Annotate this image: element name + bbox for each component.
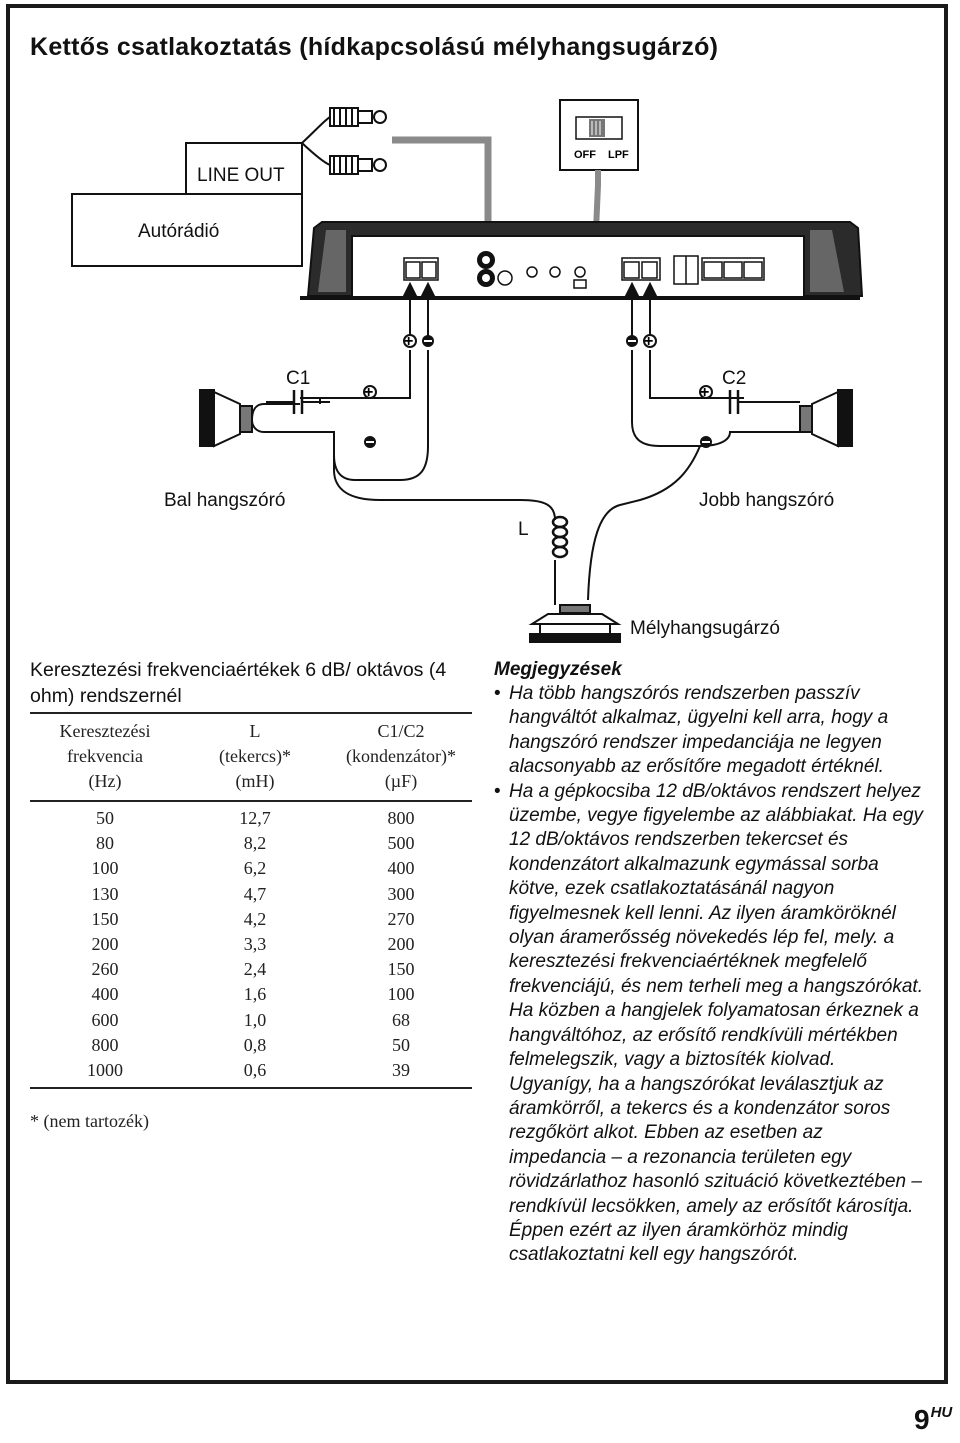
table-row: [30, 907, 472, 932]
switch-off-label: OFF: [574, 149, 596, 161]
speaker-wiring: [252, 284, 800, 605]
cell-frequency: 80: [96, 833, 114, 854]
amplifier: [300, 222, 862, 298]
cell-capacitor: 800: [387, 808, 415, 829]
table-row: [30, 1008, 472, 1033]
cell-coil: 3,3: [243, 934, 267, 955]
right-speaker-icon: [800, 390, 852, 446]
svg-text:+: +: [404, 333, 414, 350]
cell-coil: 1,6: [243, 984, 267, 1005]
table-row: [30, 801, 472, 831]
header-frequency: Keresztezési frekvencia (Hz): [59, 721, 151, 791]
page-language-suffix: HU: [930, 1404, 953, 1421]
svg-text:+: +: [364, 384, 374, 401]
cell-capacitor: 500: [387, 833, 415, 854]
cell-frequency: 400: [91, 984, 119, 1005]
switch-lpf-label: LPF: [608, 149, 629, 161]
cell-capacitor: 100: [387, 984, 415, 1005]
c2-label: C2: [722, 368, 747, 389]
table-row: [30, 856, 472, 881]
table-row: [30, 1033, 472, 1058]
cell-frequency: 260: [91, 959, 119, 980]
cell-capacitor: 270: [387, 908, 415, 929]
note-item: • Ha több hangszórós rendszerben passzív hangváltót alkalmaz, ügyelni kell arra, hogy a hangszóró rendszer impedanciája ne legyen alacsonyabb az erősítőre megadott értéknél.: [494, 682, 924, 780]
cell-frequency: 130: [91, 883, 119, 904]
polarity-marks: [364, 333, 712, 448]
cell-frequency: 600: [91, 1009, 119, 1030]
header-coil: L (tekercs)* (mH): [219, 721, 291, 791]
cell-frequency: 800: [91, 1034, 119, 1055]
cell-coil: 8,2: [243, 833, 267, 854]
cell-frequency: 100: [91, 858, 119, 879]
header-capacitor: C1/C2 (kondenzátor)* (µF): [346, 721, 456, 791]
page-title: Kettős csatlakoztatás (hídkapcsolású mélyhangsugárzó): [30, 33, 719, 61]
cell-capacitor: 300: [387, 883, 415, 904]
cell-capacitor: 39: [330, 1058, 472, 1088]
rca-cables: [302, 108, 386, 174]
table-row: [30, 982, 472, 1007]
page-number-value: 9: [914, 1404, 930, 1435]
cell-frequency: 150: [91, 908, 119, 929]
cell-coil: 4,2: [243, 908, 267, 929]
svg-text:+: +: [644, 333, 654, 350]
right-speaker-label: Jobb hangszóró: [699, 490, 835, 511]
cell-capacitor: 400: [387, 858, 415, 879]
notes-section: [494, 658, 924, 1268]
table-row: [30, 1058, 472, 1088]
subwoofer-label: Mélyhangsugárzó: [630, 618, 780, 639]
notes-heading: Megjegyzések: [494, 659, 622, 680]
cell-coil: 1,0: [243, 1009, 267, 1030]
cell-coil: 12,7: [239, 808, 271, 829]
cell-coil: 0,8: [243, 1034, 267, 1055]
table-row: [30, 831, 472, 856]
table-row: [30, 932, 472, 957]
cell-frequency: 1000: [30, 1058, 180, 1088]
amp-terminal-block-left: [404, 258, 438, 280]
table-row: [30, 882, 472, 907]
left-speaker-icon: [200, 390, 252, 446]
cell-coil: 6,2: [243, 858, 267, 879]
svg-text:+: +: [700, 384, 710, 401]
notes-list: [494, 682, 924, 1268]
page-number: [914, 1404, 952, 1436]
table-header-row: [30, 713, 472, 801]
head-unit-label: Autórádió: [138, 221, 220, 242]
note-item: • Ha a gépkocsiba 12 dB/oktávos rendszert helyez üzembe, vegye figyelembe az alábbiakat. Ha egy 12 dB/oktávos rendszerben tekercset és kondenzátort alkalmazunk egymással sorba kötve, ezek csatlakoztatásánál nagyon figyelmesnek kell lenni. Az ilyen áramköröknél olyan áramerősség növekedés lép fel, mely. a keresztezési frekvenciaértéknek megfelelő frekvenciájú, és nem terheli meg a hangszórókat. Ha közben a hangjelek folyamatosan érkeznek a hangváltóhoz, az erősítő rendkívüli mértékben felmelegszik, vagy a biztosíték kiolvad. Ugyanígy, ha a hangszórókat leválasztjuk az áramkörről, a tekercs és a kondenzátor soros rezgőkört alkot. Ebben az esetben az impedancia – a rezonancia területen egy rövidzárlathoz hasonló szituáció következtében – rendkívül lecsökken, amely az erősítőt károsítja. Éppen ezért az ilyen áramkörhöz mindig csatlakoztatni kell egy hangszórót.: [494, 780, 924, 1268]
cell-frequency: 50: [96, 808, 114, 829]
cell-frequency: 200: [91, 934, 119, 955]
table-footnote: * (nem tartozék): [30, 1111, 149, 1131]
crossover-table: [30, 712, 472, 1089]
cell-coil: 4,7: [243, 883, 267, 904]
coil-label: L: [518, 519, 529, 540]
wiring-diagram: [0, 0, 960, 650]
cell-coil: 0,6: [180, 1058, 330, 1088]
cell-capacitor: 50: [392, 1034, 410, 1055]
cell-capacitor: 150: [387, 959, 415, 980]
line-out-label: LINE OUT: [197, 165, 285, 186]
coil-icon: [553, 517, 567, 557]
left-speaker-label: Bal hangszóró: [164, 490, 286, 511]
c1-label: C1: [286, 368, 311, 389]
table-heading: Keresztezési frekvenciaértékek 6 dB/ oktávos (4 ohm) rendszernél: [30, 659, 447, 707]
cell-coil: 2,4: [243, 959, 267, 980]
table-row: [30, 957, 472, 982]
cell-capacitor: 200: [387, 934, 415, 955]
cell-capacitor: 68: [392, 1009, 410, 1030]
subwoofer-icon: [530, 605, 620, 642]
